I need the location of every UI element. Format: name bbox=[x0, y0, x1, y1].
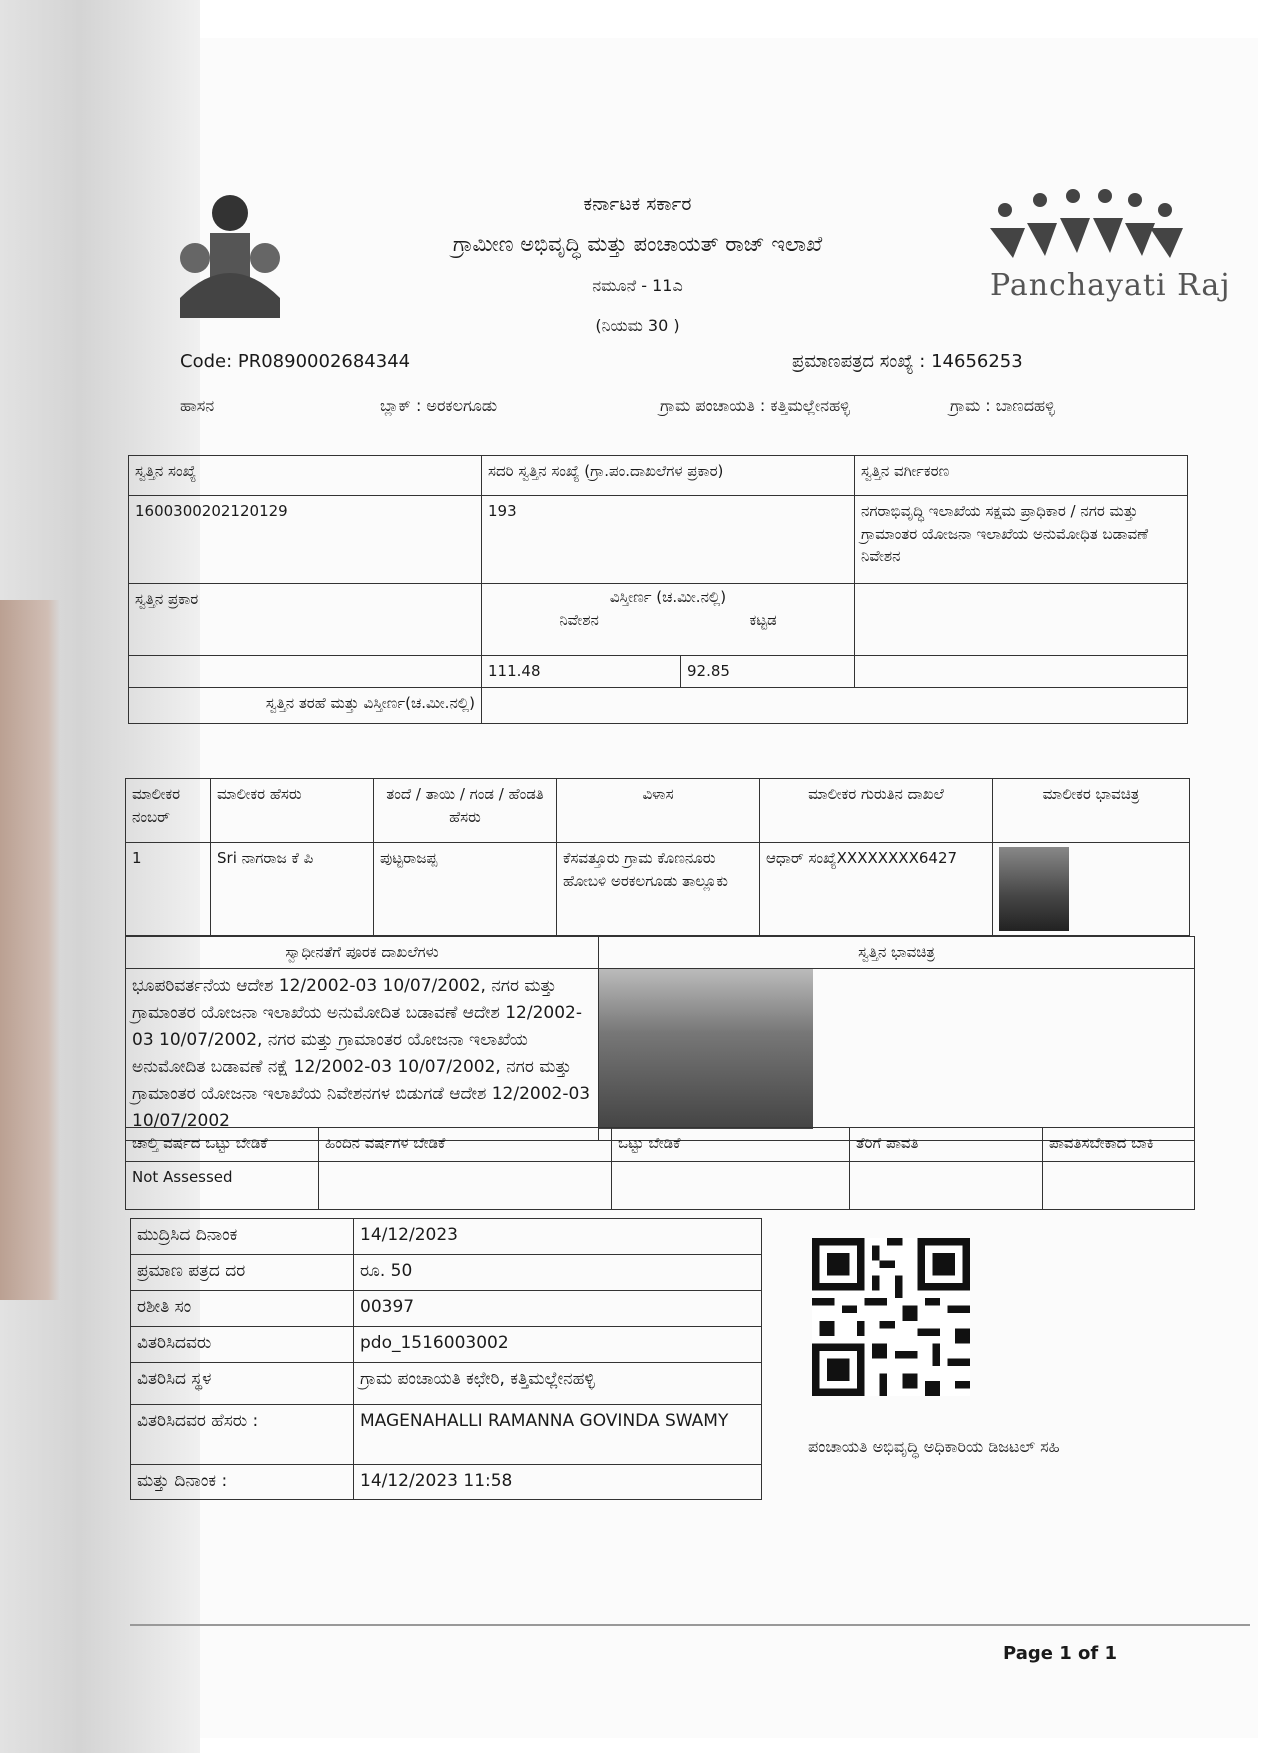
issue-label: ವಿತರಿಸಿದವರ ಹೆಸರು : bbox=[131, 1405, 354, 1465]
property-type-header: ಸ್ವತ್ತಿನ ಪ್ರಕಾರ bbox=[129, 584, 482, 656]
extent-label: ಸ್ವತ್ತಿನ ತರಹೆ ಮತ್ತು ವಿಸ್ತೀರ್ಣ(ಚ.ಮೀ.ನಲ್ಲಿ) bbox=[129, 687, 482, 723]
empty-cell bbox=[855, 584, 1188, 656]
classification: ನಗರಾಭಿವೃದ್ಧಿ ಇಲಾಖೆಯ ಸಕ್ಷಮ ಪ್ರಾಧಿಕಾರ / ನಗರ ಮತ್ತು ಗ್ರಾಮಾಂತರ ಯೋಜನಾ ಇಲಾಖೆಯ ಅನುಮೋಧಿತ ಬಡಾವಣೆ ನಿವೇಶನ bbox=[855, 496, 1188, 584]
gp-number-header: ಸದರಿ ಸ್ವತ್ತಿನ ಸಂಖ್ಯೆ (ಗ್ರಾ.ಪಂ.ದಾಖಲೆಗಳ ಪ್ರಕಾರ) bbox=[482, 456, 855, 496]
village: ಗ್ರಾಮ : ಬಾಣದಹಳ್ಳಿ bbox=[950, 396, 1055, 415]
district: ಹಾಸನ bbox=[180, 396, 215, 415]
tax-paid-value bbox=[850, 1162, 1043, 1210]
tax-header-current: ಚಾಲ್ತಿ ವರ್ಷದ ಒಟ್ಟು ಬೇಡಿಕೆ bbox=[126, 1128, 319, 1162]
gram-panchayat: ಗ್ರಾಮ ಪಂಚಾಯತಿ : ಕತ್ತಿಮಲ್ಲೇನಹಳ್ಳಿ bbox=[660, 396, 850, 415]
building-label: ಕಟ್ಟಡ bbox=[749, 610, 777, 629]
property-id: 1600300202120129 bbox=[129, 496, 482, 584]
code: Code: PR0890002684344 bbox=[180, 351, 411, 372]
area-values-cell bbox=[482, 656, 855, 688]
photo-header: ಮಾಲೀಕರ ಭಾವಚಿತ್ರ bbox=[993, 779, 1190, 843]
issue-value: ರೂ. 50 bbox=[354, 1255, 762, 1291]
site-area: 111.48 bbox=[482, 656, 681, 687]
tax-total-value bbox=[612, 1162, 850, 1210]
tax-balance-value bbox=[1043, 1162, 1195, 1210]
issue-label: ಮುದ್ರಿಸಿದ ದಿನಾಂಕ bbox=[131, 1219, 354, 1255]
footer-divider bbox=[130, 1624, 1250, 1626]
owners-table bbox=[125, 778, 1190, 936]
form-number: ನಮೂನೆ - 11ಎ bbox=[592, 276, 683, 295]
property-photo-cell bbox=[599, 968, 1195, 1140]
area-header-cell bbox=[482, 584, 855, 656]
issue-value: MAGENAHALLI RAMANNA GOVINDA SWAMY bbox=[354, 1405, 762, 1465]
area-header: ವಿಸ್ತೀರ್ಣ (ಚ.ಮೀ.ನಲ್ಲಿ) bbox=[609, 588, 727, 606]
issue-value: 14/12/2023 11:58 bbox=[354, 1465, 762, 1500]
department-title: ಗ್ರಾಮೀಣ ಅಭಿವೃದ್ಧಿ ಮತ್ತು ಪಂಚಾಯತ್ ರಾಜ್ ಇಲಾಖೆ bbox=[452, 232, 823, 256]
site-label: ನಿವೇಶನ bbox=[559, 610, 599, 629]
logo-text: Panchayati Raj bbox=[990, 268, 1231, 303]
owner-photo bbox=[999, 847, 1069, 931]
tax-header-total: ಒಟ್ಟು ಬೇಡಿಕೆ bbox=[612, 1128, 850, 1162]
owner-relation: ಪುಟ್ಟರಾಜಪ್ಪ bbox=[374, 843, 557, 936]
owner-photo-cell bbox=[993, 843, 1190, 936]
issue-value: 14/12/2023 bbox=[354, 1219, 762, 1255]
property-photo bbox=[599, 969, 813, 1129]
tax-table bbox=[125, 1127, 1195, 1210]
issue-label: ರಶೀತಿ ಸಂ bbox=[131, 1291, 354, 1327]
issue-value: pdo_1516003002 bbox=[354, 1327, 762, 1363]
table-row bbox=[126, 843, 1190, 936]
tax-header-paid: ತೆರಿಗೆ ಪಾವತಿ bbox=[850, 1128, 1043, 1162]
owner-id: ಆಧಾರ್ ಸಂಖ್ಯೆXXXXXXXX6427 bbox=[760, 843, 993, 936]
issue-label: ವಿತರಿಸಿದ ಸ್ಥಳ bbox=[131, 1363, 354, 1405]
owner-name-header: ಮಾಲೀಕರ ಹೆಸರು bbox=[211, 779, 374, 843]
issue-value: ಗ್ರಾಮ ಪಂಚಾಯತಿ ಕಛೇರಿ, ಕತ್ತಿಮಲ್ಲೇನಹಳ್ಳಿ bbox=[354, 1363, 762, 1405]
issue-table bbox=[130, 1218, 762, 1500]
docs-header: ಸ್ವಾಧೀನತೆಗೆ ಪೂರಕ ದಾಖಲೆಗಳು bbox=[126, 937, 599, 969]
gp-number: 193 bbox=[482, 496, 855, 584]
issue-label: ವಿತರಿಸಿದವರು bbox=[131, 1327, 354, 1363]
tax-previous-value bbox=[319, 1162, 612, 1210]
tax-current-value: Not Assessed bbox=[126, 1162, 319, 1210]
govt-title: ಕರ್ನಾಟಕ ಸರ್ಕಾರ bbox=[583, 193, 692, 215]
id-header: ಮಾಲೀಕರ ಗುರುತಿನ ದಾಖಲೆ bbox=[760, 779, 993, 843]
empty-cell bbox=[482, 687, 1188, 723]
issue-label: ಮತ್ತು ದಿನಾಂಕ : bbox=[131, 1465, 354, 1500]
docs-table bbox=[125, 936, 1195, 1141]
empty-cell bbox=[129, 656, 482, 688]
owner-number: 1 bbox=[126, 843, 211, 936]
owner-address: ಕೆಸವತ್ತೂರು ಗ್ರಾಮ ಕೊಣನೂರು ಹೋಬಳಿ ಅರಕಲಗೂಡು ತಾಲ್ಲೂಕು bbox=[557, 843, 760, 936]
rule-number: (ನಿಯಮ 30 ) bbox=[595, 316, 680, 335]
address-header: ವಿಳಾಸ bbox=[557, 779, 760, 843]
building-area: 92.85 bbox=[687, 662, 730, 680]
property-number-header: ಸ್ವತ್ತಿನ ಸಂಖ್ಯೆ bbox=[129, 456, 482, 496]
page-number: Page 1 of 1 bbox=[1003, 1643, 1117, 1664]
block: ಬ್ಲಾಕ್ : ಅರಕಲಗೂಡು bbox=[380, 396, 498, 415]
tax-header-previous: ಹಿಂದಿನ ವರ್ಷಗಳ ಬೇಡಿಕೆ bbox=[319, 1128, 612, 1162]
qr-code-icon bbox=[812, 1238, 970, 1396]
owner-name: Sri ನಾಗರಾಜ ಕೆ ಪಿ bbox=[211, 843, 374, 936]
docs-text: ಭೂಪರಿವರ್ತನೆಯ ಆದೇಶ 12/2002-03 10/07/2002, ನಗರ ಮತ್ತು ಗ್ರಾಮಾಂತರ ಯೋಜನಾ ಇಲಾಖೆಯ ಅನುಮೋದಿತ ಬಡಾವಣೆ ಆದೇಶ 12/2002-03 10/07/2002, ನಗರ ಮತ್ತು ಗ್ರಾಮಾಂತರ ಯೋಜನಾ ಇಲಾಖೆಯ ಅನುಮೋದಿತ ಬಡಾವಣೆ ನಕ್ಷೆ 12/2002-03 10/07/2002, ನಗರ ಮತ್ತು ಗ್ರಾಮಾಂತರ ಯೋಜನಾ ಇಲಾಖೆಯ ನಿವೇಶನಗಳ ಬಿಡುಗಡೆ ಆದೇಶ 12/2002-03 10/07/2002 bbox=[126, 968, 599, 1140]
property-photo-header: ಸ್ವತ್ತಿನ ಭಾವಚಿತ್ರ bbox=[599, 937, 1195, 969]
tax-header-balance: ಪಾವತಿಸಬೇಕಾದ ಬಾಕಿ bbox=[1043, 1128, 1195, 1162]
property-table bbox=[128, 455, 1188, 724]
signature-label: ಪಂಚಾಯತಿ ಅಭಿವೃದ್ಧಿ ಅಧಿಕಾರಿಯ ಡಿಜಟಲ್ ಸಹಿ bbox=[808, 1437, 1060, 1456]
empty-cell bbox=[855, 656, 1188, 688]
certificate-number: ಪ್ರಮಾಣಪತ್ರದ ಸಂಖ್ಯೆ : 14656253 bbox=[792, 351, 1023, 372]
owner-number-header: ಮಾಲೀಕರ ನಂಬರ್ bbox=[126, 779, 211, 843]
issue-value: 00397 bbox=[354, 1291, 762, 1327]
relation-header: ತಂದೆ / ತಾಯಿ / ಗಂಡ / ಹೆಂಡತಿ ಹೆಸರು bbox=[374, 779, 557, 843]
area-subheaders bbox=[484, 609, 852, 632]
issue-label: ಪ್ರಮಾಣ ಪತ್ರದ ದರ bbox=[131, 1255, 354, 1291]
classification-header: ಸ್ವತ್ತಿನ ವರ್ಗೀಕರಣ bbox=[855, 456, 1188, 496]
